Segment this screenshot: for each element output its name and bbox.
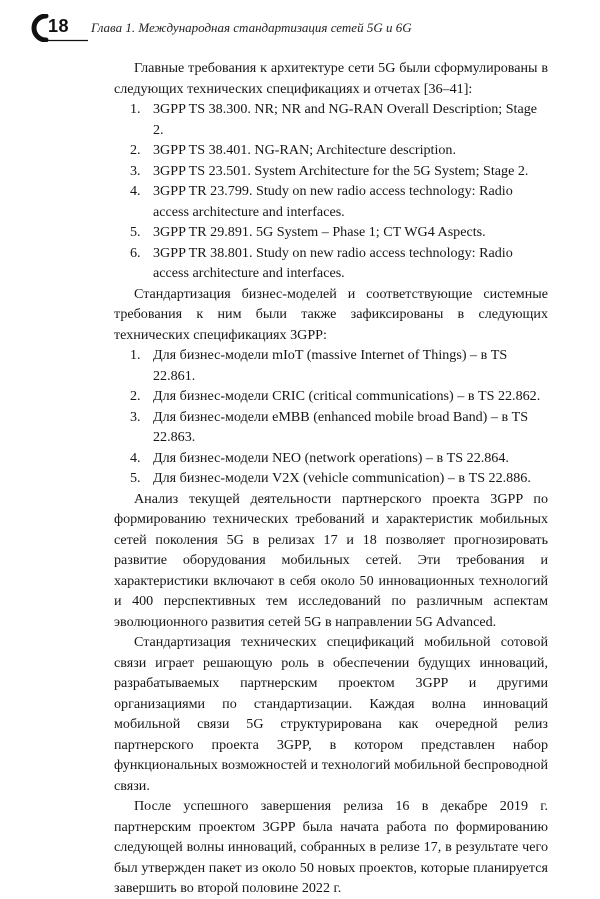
standardization-paragraph: Стандартизация технических спецификаций мобильной сотовой связи играет решающую роль в обеспечении будущих инноваций, разрабатываемых партнерским проектом 3GPP и другими организациями по стандартизации. Каждая волна инноваций мобильной связи 5G структурирована как очередной релиз партнерского проекта 3GPP, в котором представлен набор функциональных возможностей и технологий мобильной беспроводной связи. — [114, 634, 548, 794]
release16-paragraph: После успешного завершения релиза 16 в декабре 2019 г. партнерским проектом 3GPP была начата работа по формированию следующей волны инноваций, собранных в релизе 17, в результате чего был утвержден пакет из около 50 новых проектов, которые планируется завершить во второй половине 2022 г. — [114, 798, 548, 896]
analysis-paragraph: Анализ текущей деятельности партнерского проекта 3GPP по формированию технических требований и характеристик мобильных сетей поколения 5G в релизах 17 и 18 позволяет прогнозировать развитие оборудования мобильных сетей. Эти требования и характеристики включают в себя около 50 инновационных технологий и 400 перспективных тем исследований по различным аспектам эволюционного развития сетей 5G в направлении 5G Advanced. — [114, 490, 548, 630]
list-item-text: Для бизнес-модели CRIC (critical communications) – в TS 22.862. — [153, 388, 541, 404]
page-header — [30, 14, 570, 42]
list-item-text: Для бизнес-модели NEO (network operations) – в TS 22.864. — [153, 449, 509, 466]
list-item-number: 4. — [130, 449, 141, 466]
list-item — [114, 345, 548, 386]
business-intro-paragraph: Стандартизация бизнес-моделей и соответствующие системные требования к ним были также зафиксированы в следующих технических спецификациях 3GPP: — [114, 285, 548, 343]
spec-list — [114, 99, 548, 284]
list-item — [114, 386, 548, 407]
list-item — [114, 222, 548, 243]
spec-intro-paragraph: Главные требования к архитектуре сети 5G были сформулированы в следующих технических спецификациях и отчетах [36–41]: — [114, 60, 548, 97]
list-item — [114, 140, 548, 161]
list-item-number: 6. — [130, 244, 141, 261]
list-item-number: 5. — [130, 224, 141, 240]
list-item-text: Для бизнес-модели eMBB (enhanced mobile broad Band) – в TS 22.863. — [153, 408, 529, 445]
list-item — [114, 448, 548, 469]
list-item — [114, 99, 548, 140]
list-item-text: 3GPP TR 38.801. Study on new radio access technology: Radio access architecture and interfaces. — [153, 244, 513, 281]
list-item-number: 2. — [130, 388, 141, 404]
list-item — [114, 468, 548, 489]
list-item-number: 3. — [130, 162, 141, 179]
list-item — [114, 161, 548, 182]
page-number: 18 — [48, 16, 70, 36]
list-item-number: 3. — [130, 408, 141, 425]
list-item — [114, 243, 548, 284]
list-item-number: 1. — [130, 101, 141, 117]
list-item-text: 3GPP TS 38.401. NG-RAN; Architecture description. — [153, 142, 456, 158]
list-item-text: Для бизнес-модели V2X (vehicle communication) – в TS 22.886. — [153, 470, 531, 486]
list-item-number: 4. — [130, 183, 141, 199]
list-item-number: 1. — [130, 347, 141, 363]
list-item-text: Для бизнес-модели mIoT (massive Internet of Things) – в TS 22.861. — [153, 347, 508, 384]
business-model-list — [114, 345, 548, 489]
list-item-text: 3GPP TS 23.501. System Architecture for the 5G System; Stage 2. — [153, 162, 529, 179]
list-item-number: 2. — [130, 142, 141, 158]
list-item-text: 3GPP TR 29.891. 5G System – Phase 1; CT WG4 Aspects. — [153, 224, 486, 240]
chapter-title: Глава 1. Международная стандартизация сетей 5G и 6G — [91, 20, 412, 35]
list-item — [114, 181, 548, 222]
list-item-text: 3GPP TR 23.799. Study on new radio access technology: Radio access architecture and interfaces. — [153, 183, 513, 220]
page-number-badge — [30, 14, 90, 42]
list-item-text: 3GPP TS 38.300. NR; NR and NG-RAN Overall Description; Stage 2. — [153, 101, 538, 138]
list-item — [114, 407, 548, 448]
page-body — [114, 58, 548, 899]
list-item-number: 5. — [130, 470, 141, 486]
